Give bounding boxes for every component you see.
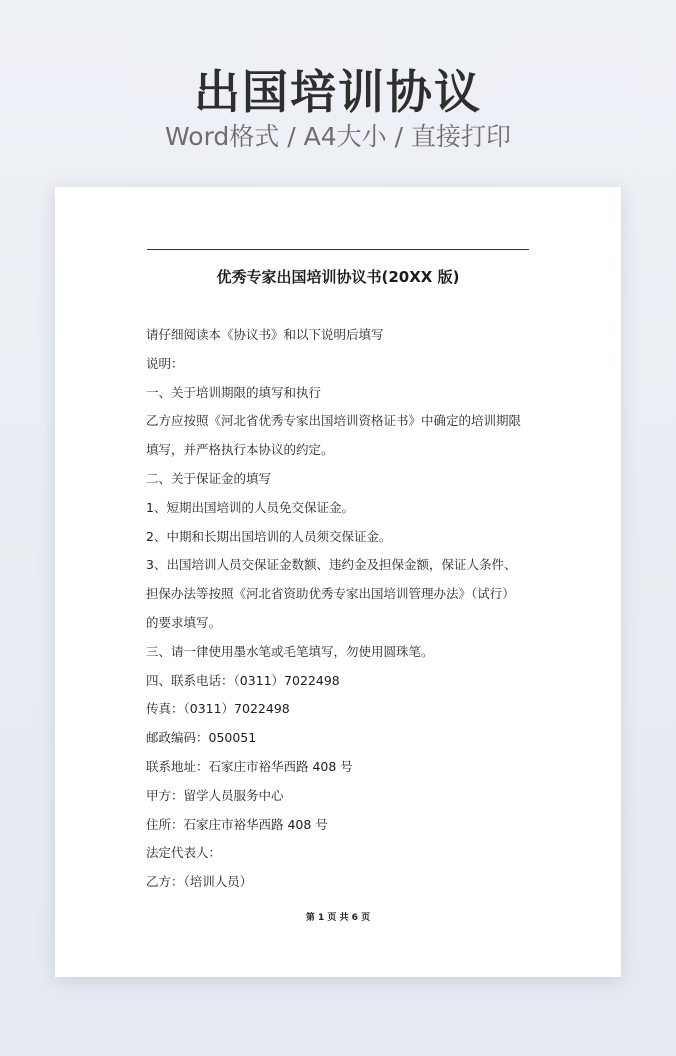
text-line: 二、关于保证金的填写 [146,470,272,486]
text-line: 填写，并严格执行本协议的约定。 [146,442,334,458]
header-rule [147,249,529,250]
text-line: 邮政编码：050051 [146,730,257,746]
text-line: 传真：（0311）7022498 [146,701,290,717]
text-line: 请仔细阅读本《协议书》和以下说明后填写 [146,327,384,342]
text-line: 乙方：（培训人员） [146,874,253,890]
page-number: 第 1 页 共 6 页 [305,913,371,923]
text-line: 联系地址：石家庄市裕华西路 408 号 [146,758,353,774]
text-line: 担保办法等按照《河北省资助优秀专家出国培训管理办法》（试行） [146,586,515,602]
text-line: 2、中期和长期出国培训的人员须交保证金。 [146,528,392,544]
text-line: 1、短期出国培训的人员免交保证金。 [146,499,354,515]
text-line: 的要求填写。 [146,614,222,630]
text-line: 住所：石家庄市裕华西路 408 号 [146,816,328,832]
text-line: 说明： [146,355,184,371]
text-line: 法定代表人： [146,845,222,861]
text-line: 3、出国培训人员交保证金数额、违约金及担保金额，保证人条件、 [146,557,517,573]
banner-subtitle: Word格式 / A4大小 / 直接打印 [165,122,511,151]
text-line: 乙方应按照《河北省优秀专家出国培训资格证书》中确定的培训期限 [146,413,522,429]
text-line: 四、联系电话：（0311）7022498 [146,672,340,688]
document-title: 优秀专家出国培训协议书(20XX 版) [216,268,460,286]
document-page [55,187,621,977]
text-line: 一、关于培训期限的填写和执行 [146,384,322,400]
document-body [146,321,546,897]
text-line: 甲方：留学人员服务中心 [146,787,284,803]
text-line: 三、请一律使用墨水笔或毛笔填写，勿使用圆珠笔。 [146,643,434,659]
banner-title: 出国培训协议 [194,65,482,119]
